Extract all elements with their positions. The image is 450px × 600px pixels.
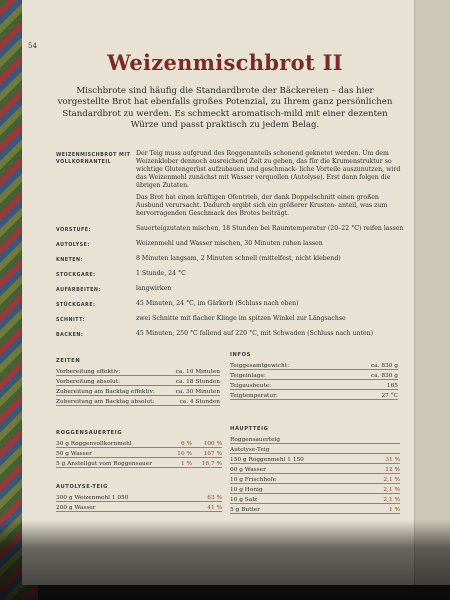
table-row	[56, 386, 220, 396]
step-paragraph: langwirken	[136, 285, 172, 292]
step-label: AUFARBEITEN:	[56, 288, 101, 293]
ingredient-row	[230, 454, 400, 464]
step-text	[136, 270, 406, 282]
table-row	[230, 380, 398, 390]
infos-heading: INFOS	[230, 352, 251, 358]
roggensauerteig-table	[56, 438, 222, 468]
step-paragraph: 1 Stunde, 24 °C	[136, 270, 186, 277]
step-text	[136, 225, 406, 237]
ingredient-row	[230, 464, 400, 474]
step-row	[56, 225, 406, 237]
ingredient-name: 10 g Frischhefe	[230, 477, 277, 483]
instruction-steps	[56, 150, 406, 345]
step-label: STOCKGARE:	[56, 273, 96, 278]
table-row	[230, 360, 398, 370]
table-row	[230, 370, 398, 380]
ingredient-name: 10 g Honig	[230, 487, 263, 493]
ingredient-percent: 1 %	[180, 461, 192, 467]
ingredient-row	[56, 458, 222, 468]
ingredient-name: 50 g Wasser	[56, 451, 92, 457]
ingredient-percent: 12 %	[385, 467, 400, 473]
row-value: 165	[386, 383, 398, 389]
row-value: ca. 30 Minuten	[175, 389, 220, 395]
ingredient-name: 10 g Salz	[230, 497, 258, 503]
step-paragraph: 45 Minuten, 24 °C, im Gärkorb (Schluss nach oben)	[136, 300, 299, 307]
step-paragraph: Das Brot hat einen kräftigen Ofentrieb, der dank Doppelschnitt einen großen Ausbund verursacht. Dadurch ergibt sich ein größerer Krusten- anteil, was zum hervorragenden Geschmack des Brotes beiträgt.	[136, 194, 388, 217]
step-row	[56, 330, 406, 342]
ingredient-percent-alt: 167 %	[203, 451, 222, 457]
step-text	[136, 315, 406, 327]
row-name: Teigtemperatur:	[230, 393, 278, 399]
ingredient-row	[230, 504, 400, 514]
step-paragraph: Weizenmehl und Wasser mischen, 30 Minuten ruhen lassen	[136, 240, 323, 247]
ingredient-row	[230, 444, 400, 454]
step-row	[56, 300, 406, 312]
ingredient-name: 300 g Weizenmehl 1 050	[56, 495, 129, 501]
step-row	[56, 315, 406, 327]
ingredient-percent-alt: 100 %	[203, 441, 222, 447]
row-value: ca. 10 Minuten	[175, 369, 220, 375]
page-title: Weizenmischbrot II	[107, 50, 343, 75]
ingredient-name: Roggensauerteig	[230, 437, 281, 443]
row-value: ca. 830 g	[370, 363, 398, 369]
row-name: Zubereitung am Backtag effektiv:	[56, 389, 155, 395]
ingredient-percent: 41 %	[207, 505, 222, 511]
step-text	[136, 330, 406, 342]
row-name: Vorbereitung absolut:	[56, 379, 120, 385]
table-row	[56, 376, 220, 386]
roggensauerteig-heading: ROGGENSAUERTEIG	[56, 430, 123, 436]
ingredient-percent: 2,1 %	[383, 497, 400, 503]
step-text	[136, 255, 406, 267]
ingredient-percent: 2,1 %	[383, 487, 400, 493]
ingredient-name: Autolyse-Teig	[230, 447, 270, 453]
step-row	[56, 240, 406, 252]
step-paragraph: zwei Schnitte mit flacher Klinge im spitzen Winkel zur Längsachse	[136, 315, 346, 322]
ingredient-name: 30 g Roggenvollkornmehl	[56, 441, 132, 447]
step-paragraph: 45 Minuten, 250 °C fallend auf 220 °C, mit Schwaden (Schluss nach unten)	[136, 330, 374, 337]
step-text	[136, 285, 406, 297]
ingredient-row	[56, 492, 222, 502]
row-name: Teigeinlage:	[230, 373, 266, 379]
row-name: Teiggesamtgewicht:	[230, 363, 290, 369]
ingredient-percent-alt: 16,7 %	[201, 461, 222, 467]
row-value: ca. 4 Stunden	[179, 399, 220, 405]
ingredient-row	[56, 502, 222, 512]
ingredient-row	[230, 434, 400, 444]
ingredient-row	[230, 484, 400, 494]
ingredient-row	[56, 448, 222, 458]
next-page-edge	[414, 0, 450, 585]
infos-table	[230, 360, 398, 400]
step-text	[136, 300, 406, 312]
row-value: 27 °C	[381, 393, 398, 399]
ingredient-name: 5 g Anstellgut vom Roggensauer	[56, 461, 152, 467]
step-label: SCHNITT:	[56, 318, 86, 323]
step-text	[136, 150, 406, 222]
ingredient-name: 60 g Wasser	[230, 467, 266, 473]
table-row	[56, 396, 220, 406]
row-value: ca. 18 Stunden	[175, 379, 220, 385]
intro-text: Mischbrote sind häufig die Standardbrote der Bäckereien – das hier vorgestellte Brot hat ebenfalls großes Potenzial, zu Ihrem ganz persönlichen Standardbrot zu werden. Es schmeckt aromatisch-mild mit einer dezenten Würze und passt praktisch zu jedem Belag.	[57, 86, 393, 131]
ingredient-percent: 10 %	[177, 451, 192, 457]
hauptteig-table	[230, 434, 400, 514]
step-text	[136, 240, 406, 252]
step-label: WEIZENMISCHBROT MIT VOLLKORNANTEIL	[56, 153, 131, 165]
row-value: ca. 830 g	[370, 373, 398, 379]
row-name: Vorbereitung effektiv:	[56, 369, 121, 375]
ingredient-percent: 6 %	[180, 441, 192, 447]
step-label: BACKEN:	[56, 333, 84, 338]
ingredient-percent: 2,1 %	[383, 477, 400, 483]
step-paragraph: Sauerteigzutaten mischen, 18 Stunden bei Raumtemperatur (20–22 °C) reifen lassen	[136, 225, 404, 232]
step-label: KNETEN:	[56, 258, 83, 263]
zeiten-heading: ZEITEN	[56, 358, 81, 364]
ingredient-percent: 31 %	[385, 457, 400, 463]
step-label: VORSTUFE:	[56, 228, 91, 233]
row-name: Teigausbeute:	[230, 383, 272, 389]
step-paragraph: Der Teig muss aufgrund des Roggenanteils schonend geknetet werden. Um dem Weizenkleber dennoch ausreichend Zeit zu geben, das für die Krumenstruktur so wichtige Glutengerüst aufzubauen und geschmack- liche Vorteile auszunutzen, wird das Weizenmehl zunächst mit Wasser verquollen (Autolyse). Erst dann folgen die übrigen Zutaten.	[136, 150, 401, 189]
autolyse-teig-heading: AUTOLYSE-TEIG	[56, 484, 109, 490]
ingredient-name: 150 g Roggenmehl 1 150	[230, 457, 304, 463]
ingredient-row	[230, 474, 400, 484]
step-paragraph: 8 Minuten langsam, 2 Minuten schnell (mittelfest, nicht klebend)	[136, 255, 341, 262]
autolyse-teig-table	[56, 492, 222, 512]
ingredient-row	[56, 438, 222, 448]
ingredient-row	[230, 494, 400, 504]
table-row	[56, 366, 220, 376]
zeiten-table	[56, 366, 220, 406]
ingredient-name: 5 g Butter	[230, 507, 260, 513]
ingredient-percent: 1 %	[388, 507, 400, 513]
step-row	[56, 285, 406, 297]
step-label: AUTOLYSE:	[56, 243, 90, 248]
page-number: 54	[28, 42, 37, 50]
step-row	[56, 255, 406, 267]
step-row	[56, 270, 406, 282]
ingredient-percent: 63 %	[207, 495, 222, 501]
row-name: Zubereitung am Backtag absolut:	[56, 399, 155, 405]
hauptteig-heading: HAUPTTEIG	[230, 426, 269, 432]
ingredient-name: 200 g Wasser	[56, 505, 96, 511]
step-row	[56, 150, 406, 222]
step-label: STÜCKGARE:	[56, 303, 96, 308]
table-row	[230, 390, 398, 400]
